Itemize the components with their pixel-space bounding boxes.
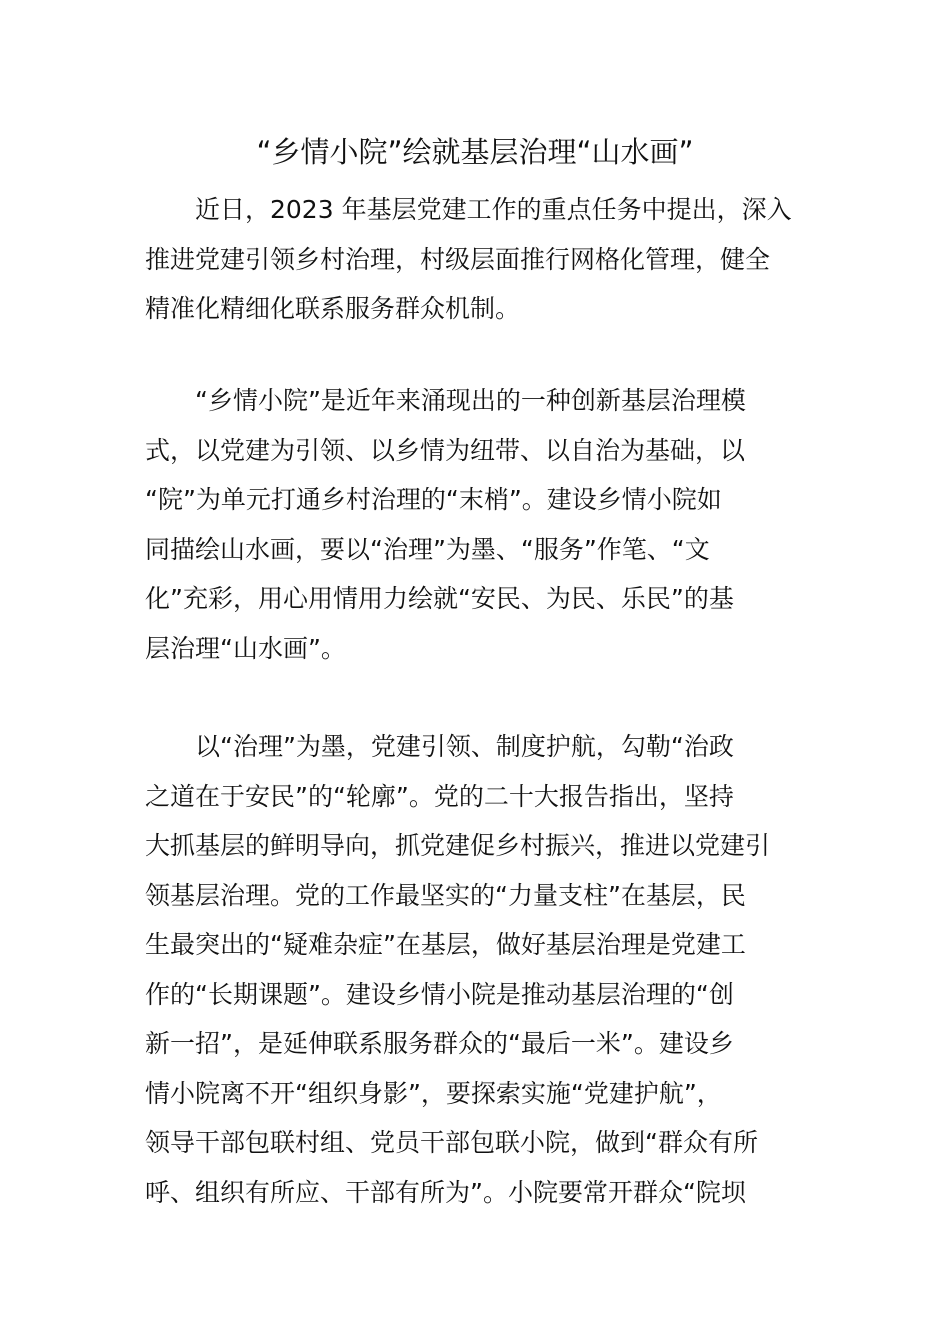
paragraph-intro — [145, 185, 807, 334]
paragraph-line: 之道在于安民”的“轮廓”。党的二十大报告指出，坚持 — [145, 781, 734, 811]
paragraph-line: 生最突出的“疑难杂症”在基层，做好基层治理是党建工 — [145, 930, 746, 959]
paragraph-line: 领导干部包联村组、党员干部包联小院，做到“群众有所 — [145, 1128, 758, 1157]
document-title: “乡情小院”绘就基层治理“山水画” — [256, 135, 694, 169]
paragraph-line: 近日，2023 年基层党建工作的重点任务中提出，深入 — [195, 195, 792, 224]
paragraph-line: “院”为单元打通乡村治理的“末梢”。建设乡情小院如 — [145, 485, 722, 514]
paragraph-line: 大抓基层的鲜明导向，抓党建促乡村振兴，推进以党建引 — [145, 831, 771, 860]
paragraph-line: 情小院离不开“组织身影”，要探索实施“党建护航”， — [145, 1078, 722, 1108]
paragraph-line: 同描绘山水画，要以“治理”为墨、“服务”作笔、“文 — [145, 534, 710, 564]
paragraph-line: 作的“长期课题”。建设乡情小院是推动基层治理的“创 — [145, 979, 734, 1009]
paragraph-line: 层治理“山水画”。 — [145, 633, 346, 663]
paragraph-rural-courtyard — [145, 376, 807, 673]
paragraph-line: 推进党建引领乡村治理，村级层面推行网格化管理，健全 — [145, 244, 771, 274]
paragraph-line: 领基层治理。党的工作最坚实的“力量支柱”在基层，民 — [145, 880, 746, 910]
paragraph-line: 新一招”，是延伸联系服务群众的“最后一米”。建设乡 — [145, 1029, 734, 1058]
paragraph-governance — [145, 722, 807, 1217]
paragraph-line: 式，以党建为引领、以乡情为纽带、以自治为基础，以 — [145, 435, 746, 465]
paragraph-line: 精准化精细化联系服务群众机制。 — [145, 294, 521, 323]
paragraph-line: “乡情小院”是近年来涌现出的一种创新基层治理模 — [195, 386, 746, 415]
paragraph-line: 呼、组织有所应、干部有所为”。小院要常开群众“院坝 — [145, 1177, 746, 1207]
paragraph-line: 以“治理”为墨，党建引领、制度护航，勾勒“治政 — [195, 732, 734, 761]
paragraph-line: 化”充彩，用心用情用力绘就“安民、为民、乐民”的基 — [145, 584, 734, 613]
